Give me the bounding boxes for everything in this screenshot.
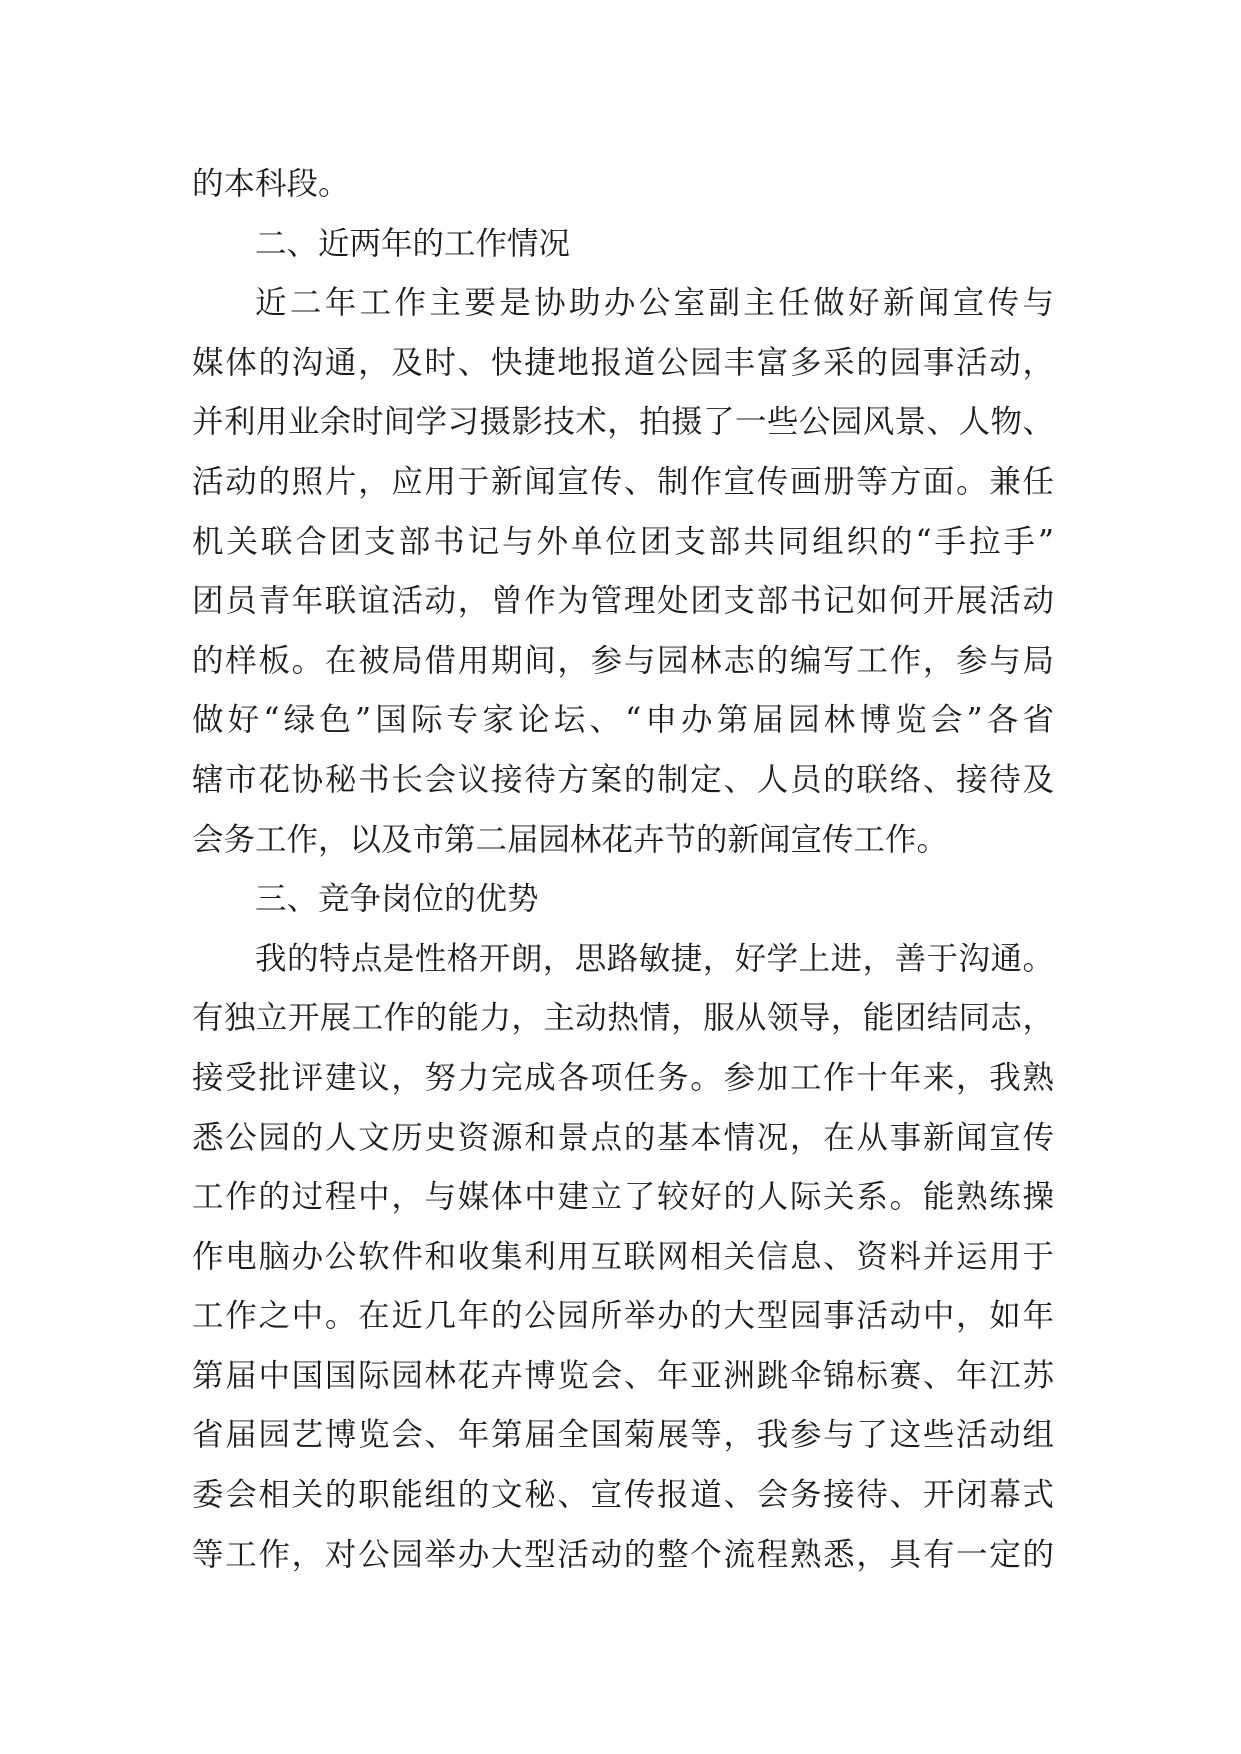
paragraph-work-situation [192,274,1054,870]
paragraph-line: 工作之中。在近几年的公园所举办的大型园事活动中，如年 [192,1298,1054,1335]
paragraph-line: 作电脑办公软件和收集利用互联网相关信息、资料并运用于 [192,1238,1054,1275]
paragraph-line: 近二年工作主要是协助办公室副主任做好新闻宣传与 [255,285,1054,322]
section-heading: 二、近两年的工作情况 [255,225,571,262]
paragraph-line: 悉公园的人文历史资源和景点的基本情况，在从事新闻宣传 [192,1119,1054,1156]
paragraph-line: 活动的照片，应用于新闻宣传、制作宣传画册等方面。兼任 [192,463,1054,500]
paragraph-continuation [192,155,1054,215]
paragraph-line: 我的特点是性格开朗，思路敏捷，好学上进，善于沟通。 [255,940,1054,977]
paragraph-line: 等工作，对公园举办大型活动的整个流程熟悉，具有一定的 [192,1536,1054,1573]
paragraph-line: 工作的过程中，与媒体中建立了较好的人际关系。能熟练操 [192,1179,1054,1216]
paragraph-line: 辖市花协秘书长会议接待方案的制定、人员的联络、接待及 [192,761,1054,798]
paragraph-line: 第届中国国际园林花卉博览会、年亚洲跳伞锦标赛、年江苏 [192,1357,1054,1394]
paragraph-advantages [192,930,1054,1586]
section-heading-advantages [192,870,1054,930]
paragraph-line: 团员青年联谊活动，曾作为管理处团支部书记如何开展活动 [192,583,1054,620]
paragraph-line: 会务工作，以及市第二届园林花卉节的新闻宣传工作。 [192,821,949,858]
paragraph-line: 媒体的沟通，及时、快捷地报道公园丰富多采的园事活动， [192,344,1054,381]
paragraph-line: 省届园艺博览会、年第届全国菊展等，我参与了这些活动组 [192,1417,1054,1454]
paragraph-line: 接受批评建议，努力完成各项任务。参加工作十年来，我熟 [192,1059,1054,1096]
section-heading-work-situation [192,215,1054,275]
paragraph-line: 并利用业余时间学习摄影技术，拍摄了一些公园风景、人物、 [192,404,1054,441]
paragraph-line: 委会相关的职能组的文秘、宣传报道、会务接待、开闭幕式 [192,1477,1054,1514]
paragraph-line: 机关联合团支部书记与外单位团支部共同组织的“手拉手” [192,523,1054,560]
document-body [192,155,1054,1585]
paragraph-line: 的本科段。 [192,166,350,202]
paragraph-line: 的样板。在被局借用期间，参与园林志的编写工作，参与局 [192,642,1054,679]
paragraph-line: 做好“绿色”国际专家论坛、“申办第届园林博览会”各省 [192,702,1054,739]
paragraph-line: 有独立开展工作的能力，主动热情，服从领导，能团结同志， [192,1000,1054,1037]
section-heading: 三、竞争岗位的优势 [255,881,539,918]
